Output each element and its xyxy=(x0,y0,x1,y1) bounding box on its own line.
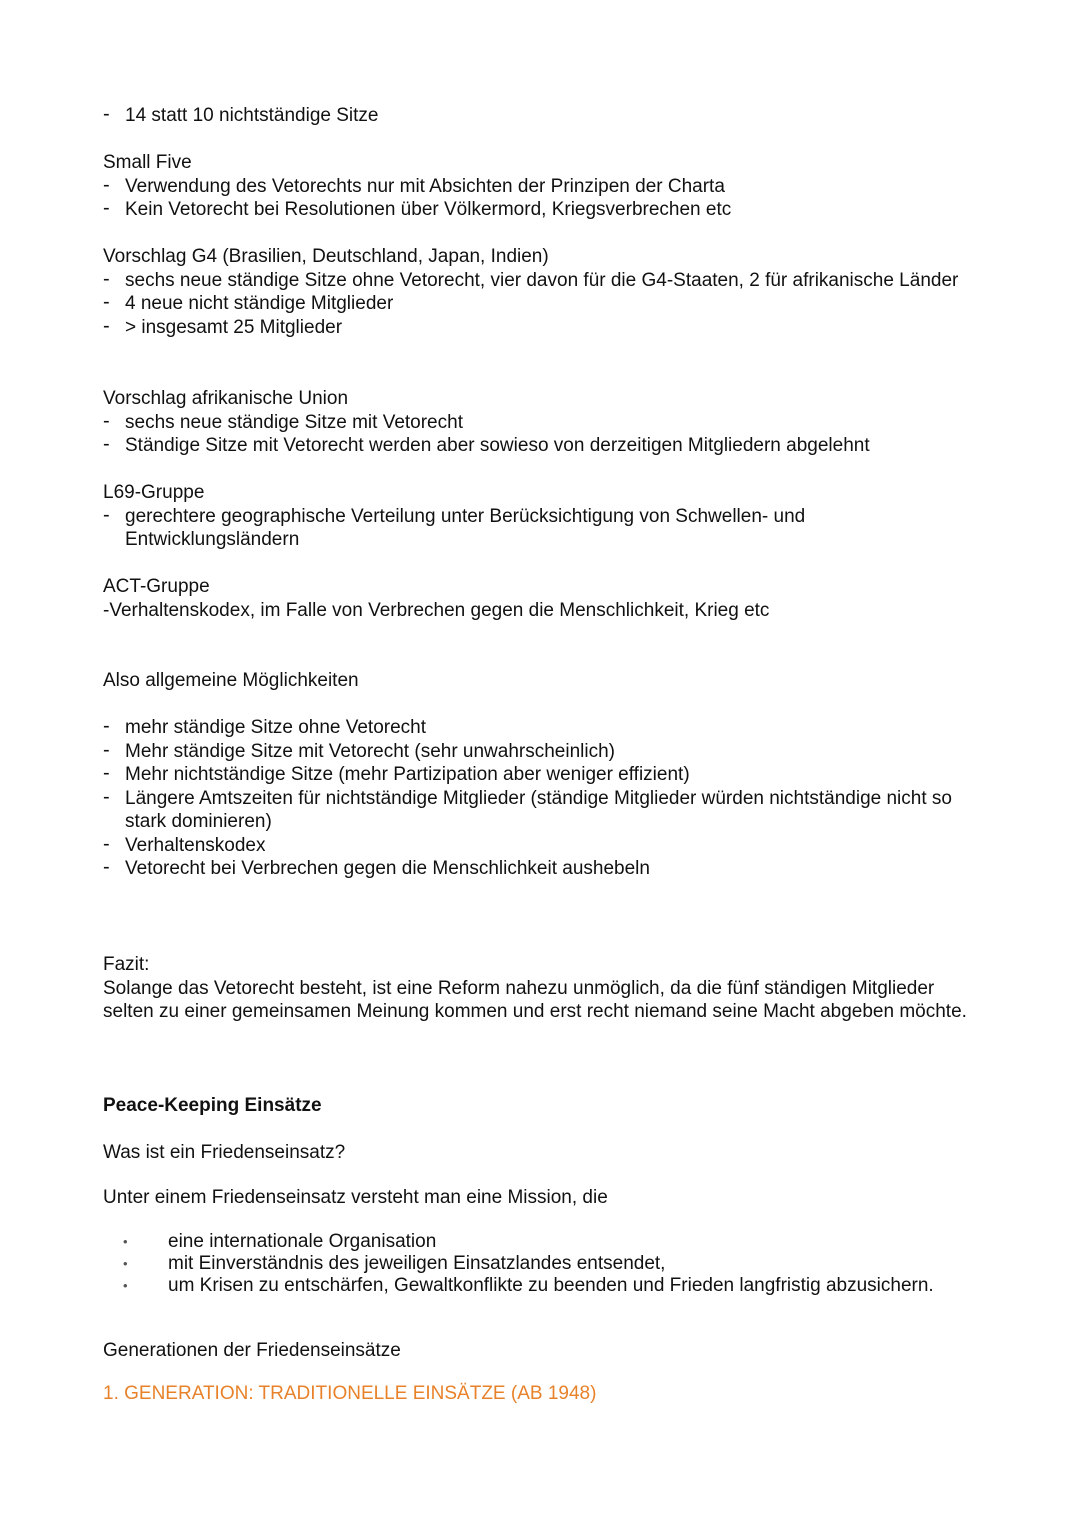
general-list xyxy=(103,716,983,881)
section-heading: Also allgemeine Möglichkeiten xyxy=(103,670,359,691)
intro-block xyxy=(103,1186,983,1210)
au-section xyxy=(103,387,983,458)
section-heading: Vorschlag afrikanische Union xyxy=(103,388,349,409)
generation-1-block xyxy=(103,1382,983,1406)
list-item: - Verhaltenskodex xyxy=(103,834,983,858)
list-item: • mit Einverständnis des jeweiligen Einsatzlandes entsendet, xyxy=(103,1253,983,1275)
question-text: Was ist ein Friedenseinsatz? xyxy=(103,1142,346,1163)
g4-section xyxy=(103,245,983,339)
l69-section xyxy=(103,481,983,552)
section-heading: Fazit: xyxy=(103,954,150,975)
list-item: - 14 statt 10 nichtständige Sitze xyxy=(103,104,983,128)
list-item: - Kein Vetorecht bei Resolutionen über Völkermord, Kriegsverbrechen etc xyxy=(103,198,983,222)
list-item: - Längere Amtszeiten für nichtständige Mitglieder (ständige Mitglieder würden nichtständige nicht so stark dominieren) xyxy=(103,787,983,834)
section-text: -Verhaltenskodex, im Falle von Verbrechen gegen die Menschlichkeit, Krieg etc xyxy=(103,599,770,621)
list-item: - sechs neue ständige Sitze ohne Vetorecht, vier davon für die G4-Staaten, 2 für afrikanische Länder xyxy=(103,269,983,293)
page-title: Peace-Keeping Einsätze xyxy=(103,1095,322,1116)
question-block xyxy=(103,1141,983,1165)
list-item: - Ständige Sitze mit Vetorecht werden aber sowieso von derzeitigen Mitgliedern abgelehnt xyxy=(103,434,983,458)
generation-1-heading: 1. GENERATION: TRADITIONELLE EINSÄTZE (AB 1948) xyxy=(103,1383,597,1404)
list-item: - sechs neue ständige Sitze mit Vetorecht xyxy=(103,411,983,435)
section-heading: Small Five xyxy=(103,152,192,173)
list-item: • um Krisen zu entschärfen, Gewaltkonflikte zu beenden und Frieden langfristig abzusichern. xyxy=(103,1275,983,1297)
section-text: Solange das Vetorecht besteht, ist eine Reform nahezu unmöglich, da die fünf ständigen Mitglieder selten zu einer gemeinsamen Meinung kommen und erst recht niemand seine Macht abgeben möchte. xyxy=(103,977,967,1022)
generations-block xyxy=(103,1339,983,1363)
section-heading: Vorschlag G4 (Brasilien, Deutschland, Japan, Indien) xyxy=(103,246,549,267)
intro-text: Unter einem Friedenseinsatz versteht man eine Mission, die xyxy=(103,1187,608,1208)
general-heading-block xyxy=(103,669,983,693)
peacekeeping-title-block xyxy=(103,1094,983,1118)
list-item: - Verwendung des Vetorechts nur mit Absichten der Prinzipen der Charta xyxy=(103,175,983,199)
fazit-section xyxy=(103,953,983,1024)
list-item: - mehr ständige Sitze ohne Vetorecht xyxy=(103,716,983,740)
list-item: • eine internationale Organisation xyxy=(103,1231,983,1253)
list-item: - gerechtere geographische Verteilung unter Berücksichtigung von Schwellen- und Entwicklungsländern xyxy=(103,505,863,552)
list-item: - > insgesamt 25 Mitglieder xyxy=(103,316,983,340)
list-item: - Mehr nichtständige Sitze (mehr Partizipation aber weniger effizient) xyxy=(103,763,983,787)
list-item: - Vetorecht bei Verbrechen gegen die Menschlichkeit aushebeln xyxy=(103,857,983,881)
top-list xyxy=(103,104,983,128)
small-five-section xyxy=(103,151,983,222)
section-heading: Generationen der Friedenseinsätze xyxy=(103,1340,401,1361)
act-section xyxy=(103,575,983,622)
section-heading: ACT-Gruppe xyxy=(103,576,210,597)
definition-list xyxy=(103,1231,983,1297)
list-item: - Mehr ständige Sitze mit Vetorecht (sehr unwahrscheinlich) xyxy=(103,740,983,764)
section-heading: L69-Gruppe xyxy=(103,482,205,503)
list-item: - 4 neue nicht ständige Mitglieder xyxy=(103,292,983,316)
